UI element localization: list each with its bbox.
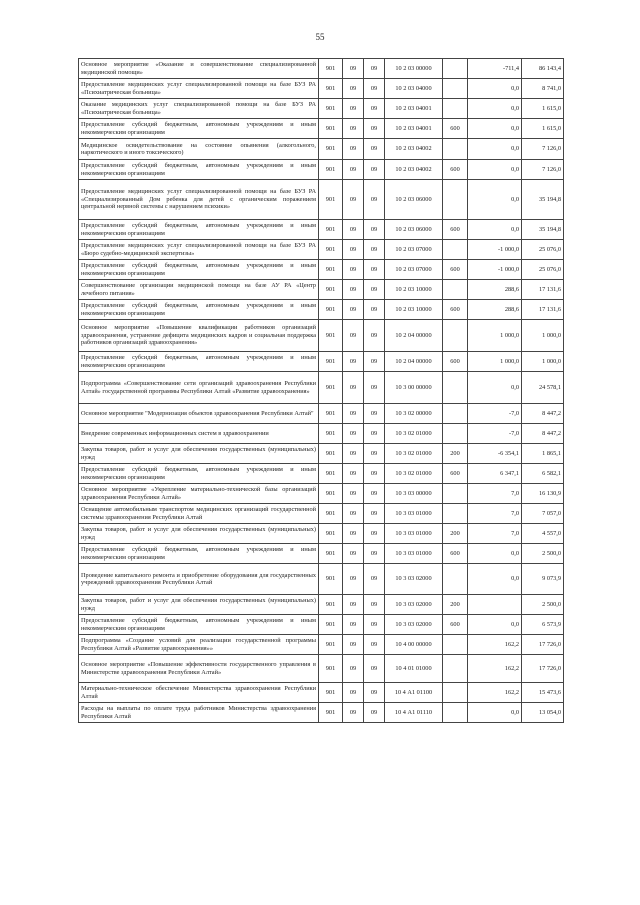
row-change-amount: 0,0: [468, 79, 522, 99]
row-grbs-code: 901: [319, 280, 343, 300]
row-expense-type: [443, 372, 468, 404]
row-name: Предоставление субсидий бюджетным, автономным учреждениям и иным некоммерческим организациям: [79, 615, 319, 635]
row-target-article: 10 3 03 01000: [385, 504, 443, 524]
row-subsection-code: 09: [364, 260, 385, 280]
row-total-amount: 25 076,0: [522, 240, 564, 260]
row-total-amount: 1 865,1: [522, 444, 564, 464]
table-row: [79, 79, 564, 99]
row-grbs-code: 901: [319, 464, 343, 484]
table-row: [79, 300, 564, 320]
row-name: Предоставление субсидий бюджетным, автономным учреждениям и иным некоммерческим организациям: [79, 464, 319, 484]
row-subsection-code: 09: [364, 703, 385, 723]
row-name: Внедрение современных информационных систем в здравоохранении: [79, 424, 319, 444]
row-section-code: 09: [343, 564, 364, 595]
row-name: Основное мероприятие "Модернизация объектов здравоохранения Республики Алтай": [79, 404, 319, 424]
row-name: Предоставление субсидий бюджетным, автономным учреждениям и иным некоммерческим организациям: [79, 544, 319, 564]
row-name: Подпрограмма «Создание условий для реализации государственной программы Республики Алтай «Развитие здравоохранения»»: [79, 635, 319, 655]
table-row: [79, 220, 564, 240]
row-name: Проведение капитального ремонта и приобретение оборудования для государственных учреждений здравоохранения Республики Алтай: [79, 564, 319, 595]
row-section-code: 09: [343, 444, 364, 464]
row-grbs-code: 901: [319, 372, 343, 404]
table-row: [79, 504, 564, 524]
table-row: [79, 260, 564, 280]
row-subsection-code: 09: [364, 320, 385, 352]
row-name: Основное мероприятие «Укрепление материально-технической базы организаций здравоохранения Республики Алтай»: [79, 484, 319, 504]
row-total-amount: 6 573,9: [522, 615, 564, 635]
row-section-code: 09: [343, 139, 364, 160]
row-expense-type: [443, 655, 468, 683]
row-change-amount: 0,0: [468, 703, 522, 723]
row-expense-type: 200: [443, 595, 468, 615]
row-name: Предоставление медицинских услуг специализированной помощи на базе БУЗ РА «Психиатрическая больница»: [79, 79, 319, 99]
row-target-article: 10 2 03 06000: [385, 220, 443, 240]
row-expense-type: [443, 635, 468, 655]
row-change-amount: 6 347,1: [468, 464, 522, 484]
row-subsection-code: 09: [364, 635, 385, 655]
row-name: Закупка товаров, работ и услуг для обеспечения государственных (муниципальных) нужд: [79, 444, 319, 464]
row-name: Предоставление субсидий бюджетным, автономным учреждениям и иным некоммерческим организациям: [79, 300, 319, 320]
row-target-article: 10 2 03 10000: [385, 280, 443, 300]
row-expense-type: 600: [443, 352, 468, 372]
table-row: [79, 564, 564, 595]
row-grbs-code: 901: [319, 683, 343, 703]
row-subsection-code: 09: [364, 424, 385, 444]
row-grbs-code: 901: [319, 635, 343, 655]
row-total-amount: 2 500,0: [522, 595, 564, 615]
table-row: [79, 119, 564, 139]
row-target-article: 10 4 А1 01100: [385, 683, 443, 703]
row-change-amount: 0,0: [468, 544, 522, 564]
row-total-amount: 86 143,4: [522, 59, 564, 79]
row-name: Материально-техническое обеспечение Министерства здравоохранения Республики Алтай: [79, 683, 319, 703]
row-grbs-code: 901: [319, 220, 343, 240]
row-name: Предоставление субсидий бюджетным, автономным учреждениям и иным некоммерческим организациям: [79, 352, 319, 372]
row-grbs-code: 901: [319, 59, 343, 79]
row-name: Оказание медицинских услуг специализированной помощи на базе БУЗ РА «Психиатрическая больница»: [79, 99, 319, 119]
row-subsection-code: 09: [364, 564, 385, 595]
row-change-amount: 7,0: [468, 484, 522, 504]
row-subsection-code: 09: [364, 59, 385, 79]
row-change-amount: 0,0: [468, 139, 522, 160]
row-change-amount: 162,2: [468, 655, 522, 683]
row-grbs-code: 901: [319, 544, 343, 564]
row-subsection-code: 09: [364, 655, 385, 683]
row-total-amount: 9 073,9: [522, 564, 564, 595]
row-expense-type: 600: [443, 260, 468, 280]
row-expense-type: [443, 79, 468, 99]
row-grbs-code: 901: [319, 564, 343, 595]
table-row: [79, 424, 564, 444]
row-expense-type: [443, 139, 468, 160]
row-expense-type: [443, 320, 468, 352]
row-expense-type: 600: [443, 119, 468, 139]
row-change-amount: -711,4: [468, 59, 522, 79]
row-grbs-code: 901: [319, 703, 343, 723]
row-total-amount: 17 726,0: [522, 655, 564, 683]
row-total-amount: 7 126,0: [522, 139, 564, 160]
row-subsection-code: 09: [364, 119, 385, 139]
row-grbs-code: 901: [319, 615, 343, 635]
row-expense-type: [443, 180, 468, 220]
row-total-amount: 35 194,8: [522, 220, 564, 240]
row-total-amount: 8 741,0: [522, 79, 564, 99]
row-expense-type: 600: [443, 464, 468, 484]
row-section-code: 09: [343, 635, 364, 655]
row-target-article: 10 2 03 04001: [385, 119, 443, 139]
row-subsection-code: 09: [364, 595, 385, 615]
table-row: [79, 464, 564, 484]
row-change-amount: 288,6: [468, 300, 522, 320]
row-total-amount: 35 194,8: [522, 180, 564, 220]
row-name: Предоставление субсидий бюджетным, автономным учреждениям и иным некоммерческим организациям: [79, 220, 319, 240]
table-row: [79, 59, 564, 79]
row-name: Закупка товаров, работ и услуг для обеспечения государственных (муниципальных) нужд: [79, 595, 319, 615]
row-total-amount: 17 131,6: [522, 280, 564, 300]
row-expense-type: 600: [443, 220, 468, 240]
row-grbs-code: 901: [319, 424, 343, 444]
row-target-article: 10 3 03 01000: [385, 524, 443, 544]
row-expense-type: 200: [443, 444, 468, 464]
budget-table: [78, 58, 564, 723]
row-expense-type: [443, 404, 468, 424]
row-target-article: 10 2 03 10000: [385, 300, 443, 320]
row-change-amount: 0,0: [468, 160, 522, 180]
row-total-amount: 7 126,0: [522, 160, 564, 180]
row-name: Расходы на выплаты по оплате труда работников Министерства здравоохранения Республики Алтай: [79, 703, 319, 723]
row-subsection-code: 09: [364, 464, 385, 484]
row-expense-type: [443, 683, 468, 703]
row-name: Предоставление субсидий бюджетным, автономным учреждениям и иным некоммерческим организациям: [79, 119, 319, 139]
table-row: [79, 180, 564, 220]
row-grbs-code: 901: [319, 139, 343, 160]
row-name: Основное мероприятие «Повышение квалификации работников организаций здравоохранения, устранение дефицита медицинских кадров и социальная поддержка работников организаций здравоохранения»: [79, 320, 319, 352]
row-target-article: 10 2 04 00000: [385, 352, 443, 372]
row-section-code: 09: [343, 220, 364, 240]
row-target-article: 10 3 02 01000: [385, 464, 443, 484]
row-total-amount: 17 131,6: [522, 300, 564, 320]
row-section-code: 09: [343, 484, 364, 504]
row-section-code: 09: [343, 683, 364, 703]
row-name: Оснащение автомобильным транспортом медицинских организаций государственной системы здравоохранения Республики Алтай: [79, 504, 319, 524]
row-section-code: 09: [343, 464, 364, 484]
row-section-code: 09: [343, 615, 364, 635]
row-name: Основное мероприятие «Повышение эффективности государственного управления в Министерстве здравоохранения Республики Алтай»: [79, 655, 319, 683]
row-change-amount: [468, 595, 522, 615]
row-section-code: 09: [343, 59, 364, 79]
row-subsection-code: 09: [364, 220, 385, 240]
row-change-amount: 0,0: [468, 564, 522, 595]
row-target-article: 10 3 03 02000: [385, 564, 443, 595]
row-subsection-code: 09: [364, 444, 385, 464]
row-subsection-code: 09: [364, 160, 385, 180]
table-row: [79, 139, 564, 160]
row-target-article: 10 2 03 04002: [385, 160, 443, 180]
row-grbs-code: 901: [319, 119, 343, 139]
row-expense-type: [443, 424, 468, 444]
row-total-amount: 15 473,6: [522, 683, 564, 703]
row-subsection-code: 09: [364, 504, 385, 524]
row-grbs-code: 901: [319, 320, 343, 352]
row-grbs-code: 901: [319, 180, 343, 220]
row-change-amount: 7,0: [468, 504, 522, 524]
row-total-amount: 2 500,0: [522, 544, 564, 564]
row-target-article: 10 2 03 06000: [385, 180, 443, 220]
row-section-code: 09: [343, 504, 364, 524]
row-target-article: 10 2 03 04000: [385, 79, 443, 99]
row-grbs-code: 901: [319, 504, 343, 524]
row-section-code: 09: [343, 595, 364, 615]
row-section-code: 09: [343, 544, 364, 564]
row-grbs-code: 901: [319, 352, 343, 372]
row-change-amount: 0,0: [468, 119, 522, 139]
table-row: [79, 280, 564, 300]
row-total-amount: 25 076,0: [522, 260, 564, 280]
row-subsection-code: 09: [364, 240, 385, 260]
row-target-article: 10 2 03 04002: [385, 139, 443, 160]
row-target-article: 10 3 02 01000: [385, 444, 443, 464]
row-target-article: 10 4 00 00000: [385, 635, 443, 655]
row-total-amount: 1 000,0: [522, 352, 564, 372]
row-target-article: 10 3 03 02000: [385, 595, 443, 615]
row-total-amount: 17 726,0: [522, 635, 564, 655]
table-row: [79, 352, 564, 372]
row-grbs-code: 901: [319, 484, 343, 504]
row-total-amount: 24 578,1: [522, 372, 564, 404]
row-subsection-code: 09: [364, 79, 385, 99]
row-change-amount: -7,0: [468, 424, 522, 444]
row-name: Совершенствование организации медицинской помощи на базе АУ РА «Центр лечебного питания»: [79, 280, 319, 300]
row-expense-type: 600: [443, 544, 468, 564]
row-section-code: 09: [343, 99, 364, 119]
row-section-code: 09: [343, 240, 364, 260]
row-expense-type: [443, 240, 468, 260]
row-total-amount: 1 615,0: [522, 99, 564, 119]
row-section-code: 09: [343, 372, 364, 404]
row-expense-type: 200: [443, 524, 468, 544]
row-section-code: 09: [343, 160, 364, 180]
row-name: Предоставление медицинских услуг специализированной помощи на базе БУЗ РА «Бюро судебно-медицинской экспертизы»: [79, 240, 319, 260]
row-expense-type: 600: [443, 300, 468, 320]
row-target-article: 10 3 00 00000: [385, 372, 443, 404]
row-expense-type: 600: [443, 615, 468, 635]
row-change-amount: 7,0: [468, 524, 522, 544]
row-change-amount: 0,0: [468, 99, 522, 119]
row-subsection-code: 09: [364, 524, 385, 544]
row-grbs-code: 901: [319, 444, 343, 464]
row-section-code: 09: [343, 655, 364, 683]
row-section-code: 09: [343, 180, 364, 220]
row-name: Основное мероприятие «Оказание и совершенствование специализированной медицинской помощи»: [79, 59, 319, 79]
table-row: [79, 524, 564, 544]
row-subsection-code: 09: [364, 352, 385, 372]
row-target-article: 10 2 03 00000: [385, 59, 443, 79]
row-section-code: 09: [343, 79, 364, 99]
table-row: [79, 544, 564, 564]
row-name: Закупка товаров, работ и услуг для обеспечения государственных (муниципальных) нужд: [79, 524, 319, 544]
row-subsection-code: 09: [364, 683, 385, 703]
row-total-amount: 6 582,1: [522, 464, 564, 484]
row-name: Предоставление субсидий бюджетным, автономным учреждениям и иным некоммерческим организациям: [79, 260, 319, 280]
table-row: [79, 160, 564, 180]
row-change-amount: 162,2: [468, 683, 522, 703]
row-subsection-code: 09: [364, 300, 385, 320]
row-total-amount: 8 447,2: [522, 404, 564, 424]
row-grbs-code: 901: [319, 524, 343, 544]
row-section-code: 09: [343, 404, 364, 424]
row-name: Медицинское освидетельствование на состояние опьянения (алкогольного, наркотического и иного токсического): [79, 139, 319, 160]
row-target-article: 10 4 А1 01110: [385, 703, 443, 723]
row-total-amount: 13 054,0: [522, 703, 564, 723]
table-row: [79, 444, 564, 464]
row-section-code: 09: [343, 300, 364, 320]
row-subsection-code: 09: [364, 180, 385, 220]
table-row: [79, 404, 564, 424]
row-section-code: 09: [343, 524, 364, 544]
row-total-amount: 1 615,0: [522, 119, 564, 139]
row-grbs-code: 901: [319, 79, 343, 99]
row-change-amount: 0,0: [468, 372, 522, 404]
row-expense-type: [443, 484, 468, 504]
row-grbs-code: 901: [319, 655, 343, 683]
row-expense-type: [443, 280, 468, 300]
row-section-code: 09: [343, 280, 364, 300]
table-row: [79, 320, 564, 352]
row-target-article: 10 3 02 00000: [385, 404, 443, 424]
row-total-amount: 8 447,2: [522, 424, 564, 444]
row-expense-type: 600: [443, 160, 468, 180]
table-row: [79, 703, 564, 723]
row-section-code: 09: [343, 119, 364, 139]
row-expense-type: [443, 703, 468, 723]
row-grbs-code: 901: [319, 160, 343, 180]
row-total-amount: 7 057,0: [522, 504, 564, 524]
table-row: [79, 683, 564, 703]
table-row: [79, 372, 564, 404]
row-expense-type: [443, 504, 468, 524]
row-change-amount: 0,0: [468, 220, 522, 240]
row-target-article: 10 2 03 07000: [385, 240, 443, 260]
row-change-amount: 0,0: [468, 615, 522, 635]
table-row: [79, 484, 564, 504]
row-expense-type: [443, 564, 468, 595]
row-change-amount: 0,0: [468, 180, 522, 220]
row-change-amount: 162,2: [468, 635, 522, 655]
row-subsection-code: 09: [364, 404, 385, 424]
row-target-article: 10 2 04 00000: [385, 320, 443, 352]
row-expense-type: [443, 59, 468, 79]
table-row: [79, 635, 564, 655]
row-target-article: 10 3 03 00000: [385, 484, 443, 504]
table-row: [79, 655, 564, 683]
row-grbs-code: 901: [319, 404, 343, 424]
row-grbs-code: 901: [319, 240, 343, 260]
row-expense-type: [443, 99, 468, 119]
row-subsection-code: 09: [364, 139, 385, 160]
row-subsection-code: 09: [364, 484, 385, 504]
row-target-article: 10 4 01 01000: [385, 655, 443, 683]
row-target-article: 10 3 03 01000: [385, 544, 443, 564]
row-section-code: 09: [343, 352, 364, 372]
row-target-article: 10 3 02 01000: [385, 424, 443, 444]
table-row: [79, 615, 564, 635]
row-change-amount: -1 000,0: [468, 240, 522, 260]
row-subsection-code: 09: [364, 280, 385, 300]
row-target-article: 10 2 03 07000: [385, 260, 443, 280]
row-subsection-code: 09: [364, 615, 385, 635]
row-section-code: 09: [343, 703, 364, 723]
row-change-amount: 1 000,0: [468, 320, 522, 352]
row-grbs-code: 901: [319, 260, 343, 280]
table-row: [79, 240, 564, 260]
table-row: [79, 99, 564, 119]
table-row: [79, 595, 564, 615]
row-total-amount: 16 130,9: [522, 484, 564, 504]
row-target-article: 10 3 03 02000: [385, 615, 443, 635]
row-subsection-code: 09: [364, 372, 385, 404]
row-change-amount: -1 000,0: [468, 260, 522, 280]
row-change-amount: 288,6: [468, 280, 522, 300]
row-change-amount: -6 354,1: [468, 444, 522, 464]
row-name: Предоставление субсидий бюджетным, автономным учреждениям и иным некоммерческим организациям: [79, 160, 319, 180]
row-subsection-code: 09: [364, 99, 385, 119]
row-total-amount: 4 557,0: [522, 524, 564, 544]
row-name: Подпрограмма «Совершенствование сети организаций здравоохранения Республики Алтай» государственной программы Республики Алтай «Развитие здравоохранения»: [79, 372, 319, 404]
row-section-code: 09: [343, 260, 364, 280]
row-target-article: 10 2 03 04001: [385, 99, 443, 119]
row-grbs-code: 901: [319, 99, 343, 119]
row-grbs-code: 901: [319, 300, 343, 320]
row-subsection-code: 09: [364, 544, 385, 564]
row-grbs-code: 901: [319, 595, 343, 615]
row-change-amount: 1 000,0: [468, 352, 522, 372]
row-section-code: 09: [343, 424, 364, 444]
row-section-code: 09: [343, 320, 364, 352]
row-name: Предоставление медицинских услуг специализированной помощи на базе БУЗ РА «Специализированный Дом ребенка для детей с органическим поражением центральной нервной системы с нарушением психики»: [79, 180, 319, 220]
row-total-amount: 1 000,0: [522, 320, 564, 352]
row-change-amount: -7,0: [468, 404, 522, 424]
page-number: 55: [315, 32, 325, 42]
